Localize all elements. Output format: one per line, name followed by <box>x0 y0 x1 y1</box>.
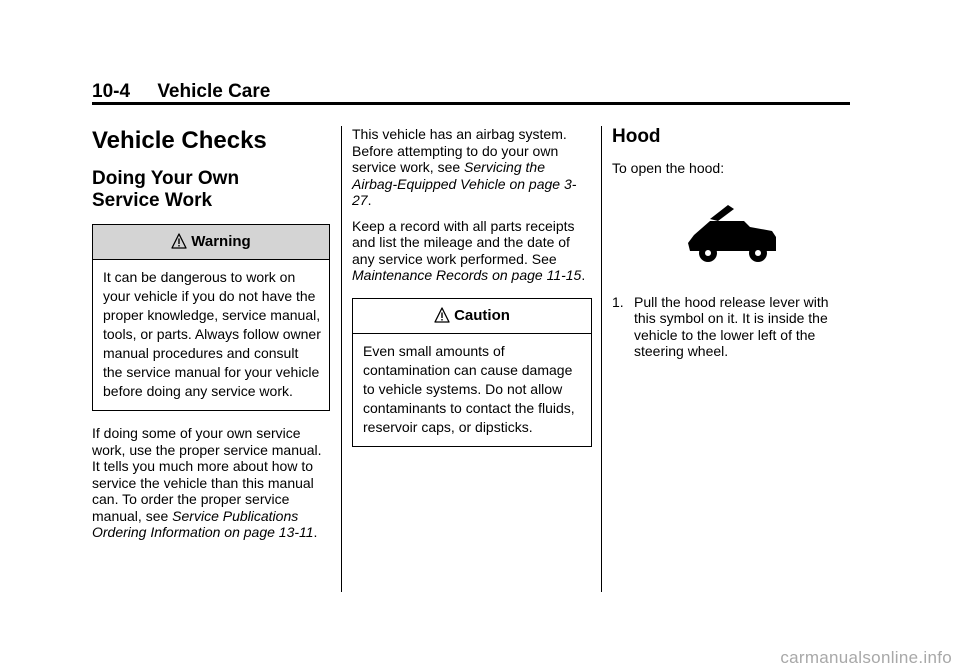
airbag-paragraph-text: This vehicle has an airbag system. Before attempting to do your own service work, see <box>352 126 567 175</box>
service-paragraph-text: If doing some of your own service work, use the proper service manual. It tells you much more about how to service the vehicle than this manual can. To order the proper service manual, see <box>92 425 322 524</box>
warning-box <box>92 224 330 411</box>
hood-intro: To open the hood: <box>612 160 725 176</box>
warning-triangle-icon <box>434 302 450 336</box>
records-paragraph-end: . <box>581 267 586 283</box>
page-number: 10-4 <box>92 81 131 102</box>
step-text: Pull the hood release lever with this symbol on it. It is inside the vehicle to the lower left of the steering wheel. <box>634 293 829 359</box>
airbag-paragraph-end: . <box>367 192 372 208</box>
records-paragraph-text: Keep a record with all parts receipts and list the mileage and the date of any service work performed. See <box>352 217 575 267</box>
subheading-line-2: Service Work <box>92 190 213 211</box>
watermark: carmanualsonline.info <box>780 648 952 667</box>
section-title: Vehicle Care <box>157 81 271 102</box>
maintenance-records-link[interactable]: Maintenance Records on page 11-15 <box>352 267 582 283</box>
step-number: 1. <box>612 293 624 310</box>
warning-text: It can be dangerous to work on your vehicle if you do not have the proper knowledge, service manual, tools, or parts. Always follow owner manual procedures and consult the service manual for your vehicle before doing any service work. <box>103 269 321 399</box>
warning-triangle-icon <box>171 228 187 262</box>
subheading-line-1: Doing Your Own <box>92 168 240 189</box>
column-2 <box>352 126 592 461</box>
caution-box <box>352 298 592 447</box>
records-paragraph <box>352 218 592 284</box>
service-publications-link[interactable]: Service Publications Ordering Information on page 13-11 <box>92 507 314 540</box>
column-divider <box>341 126 342 592</box>
page-heading: Vehicle Checks <box>92 127 267 154</box>
column-divider <box>601 126 602 592</box>
column-1 <box>92 126 330 550</box>
header-rule <box>92 102 850 105</box>
column-3 <box>612 126 852 360</box>
list-item <box>612 294 852 360</box>
hood-heading: Hood <box>612 126 661 147</box>
caution-header <box>353 299 591 334</box>
warning-label: Warning <box>191 233 251 250</box>
warning-header <box>93 225 329 260</box>
airbag-link[interactable]: Servicing the Airbag-Equipped Vehicle on page 3-27 <box>352 159 577 208</box>
hood-open-car-icon <box>684 201 852 272</box>
service-paragraph <box>92 425 330 541</box>
service-paragraph-end: . <box>313 524 318 540</box>
caution-text: Even small amounts of contamination can cause damage to vehicle systems. Do not allow contaminants to contact the fluids, reservoir caps, or dipsticks. <box>363 342 575 435</box>
caution-label: Caution <box>454 306 510 324</box>
subheading <box>92 168 330 212</box>
airbag-paragraph <box>352 126 592 209</box>
